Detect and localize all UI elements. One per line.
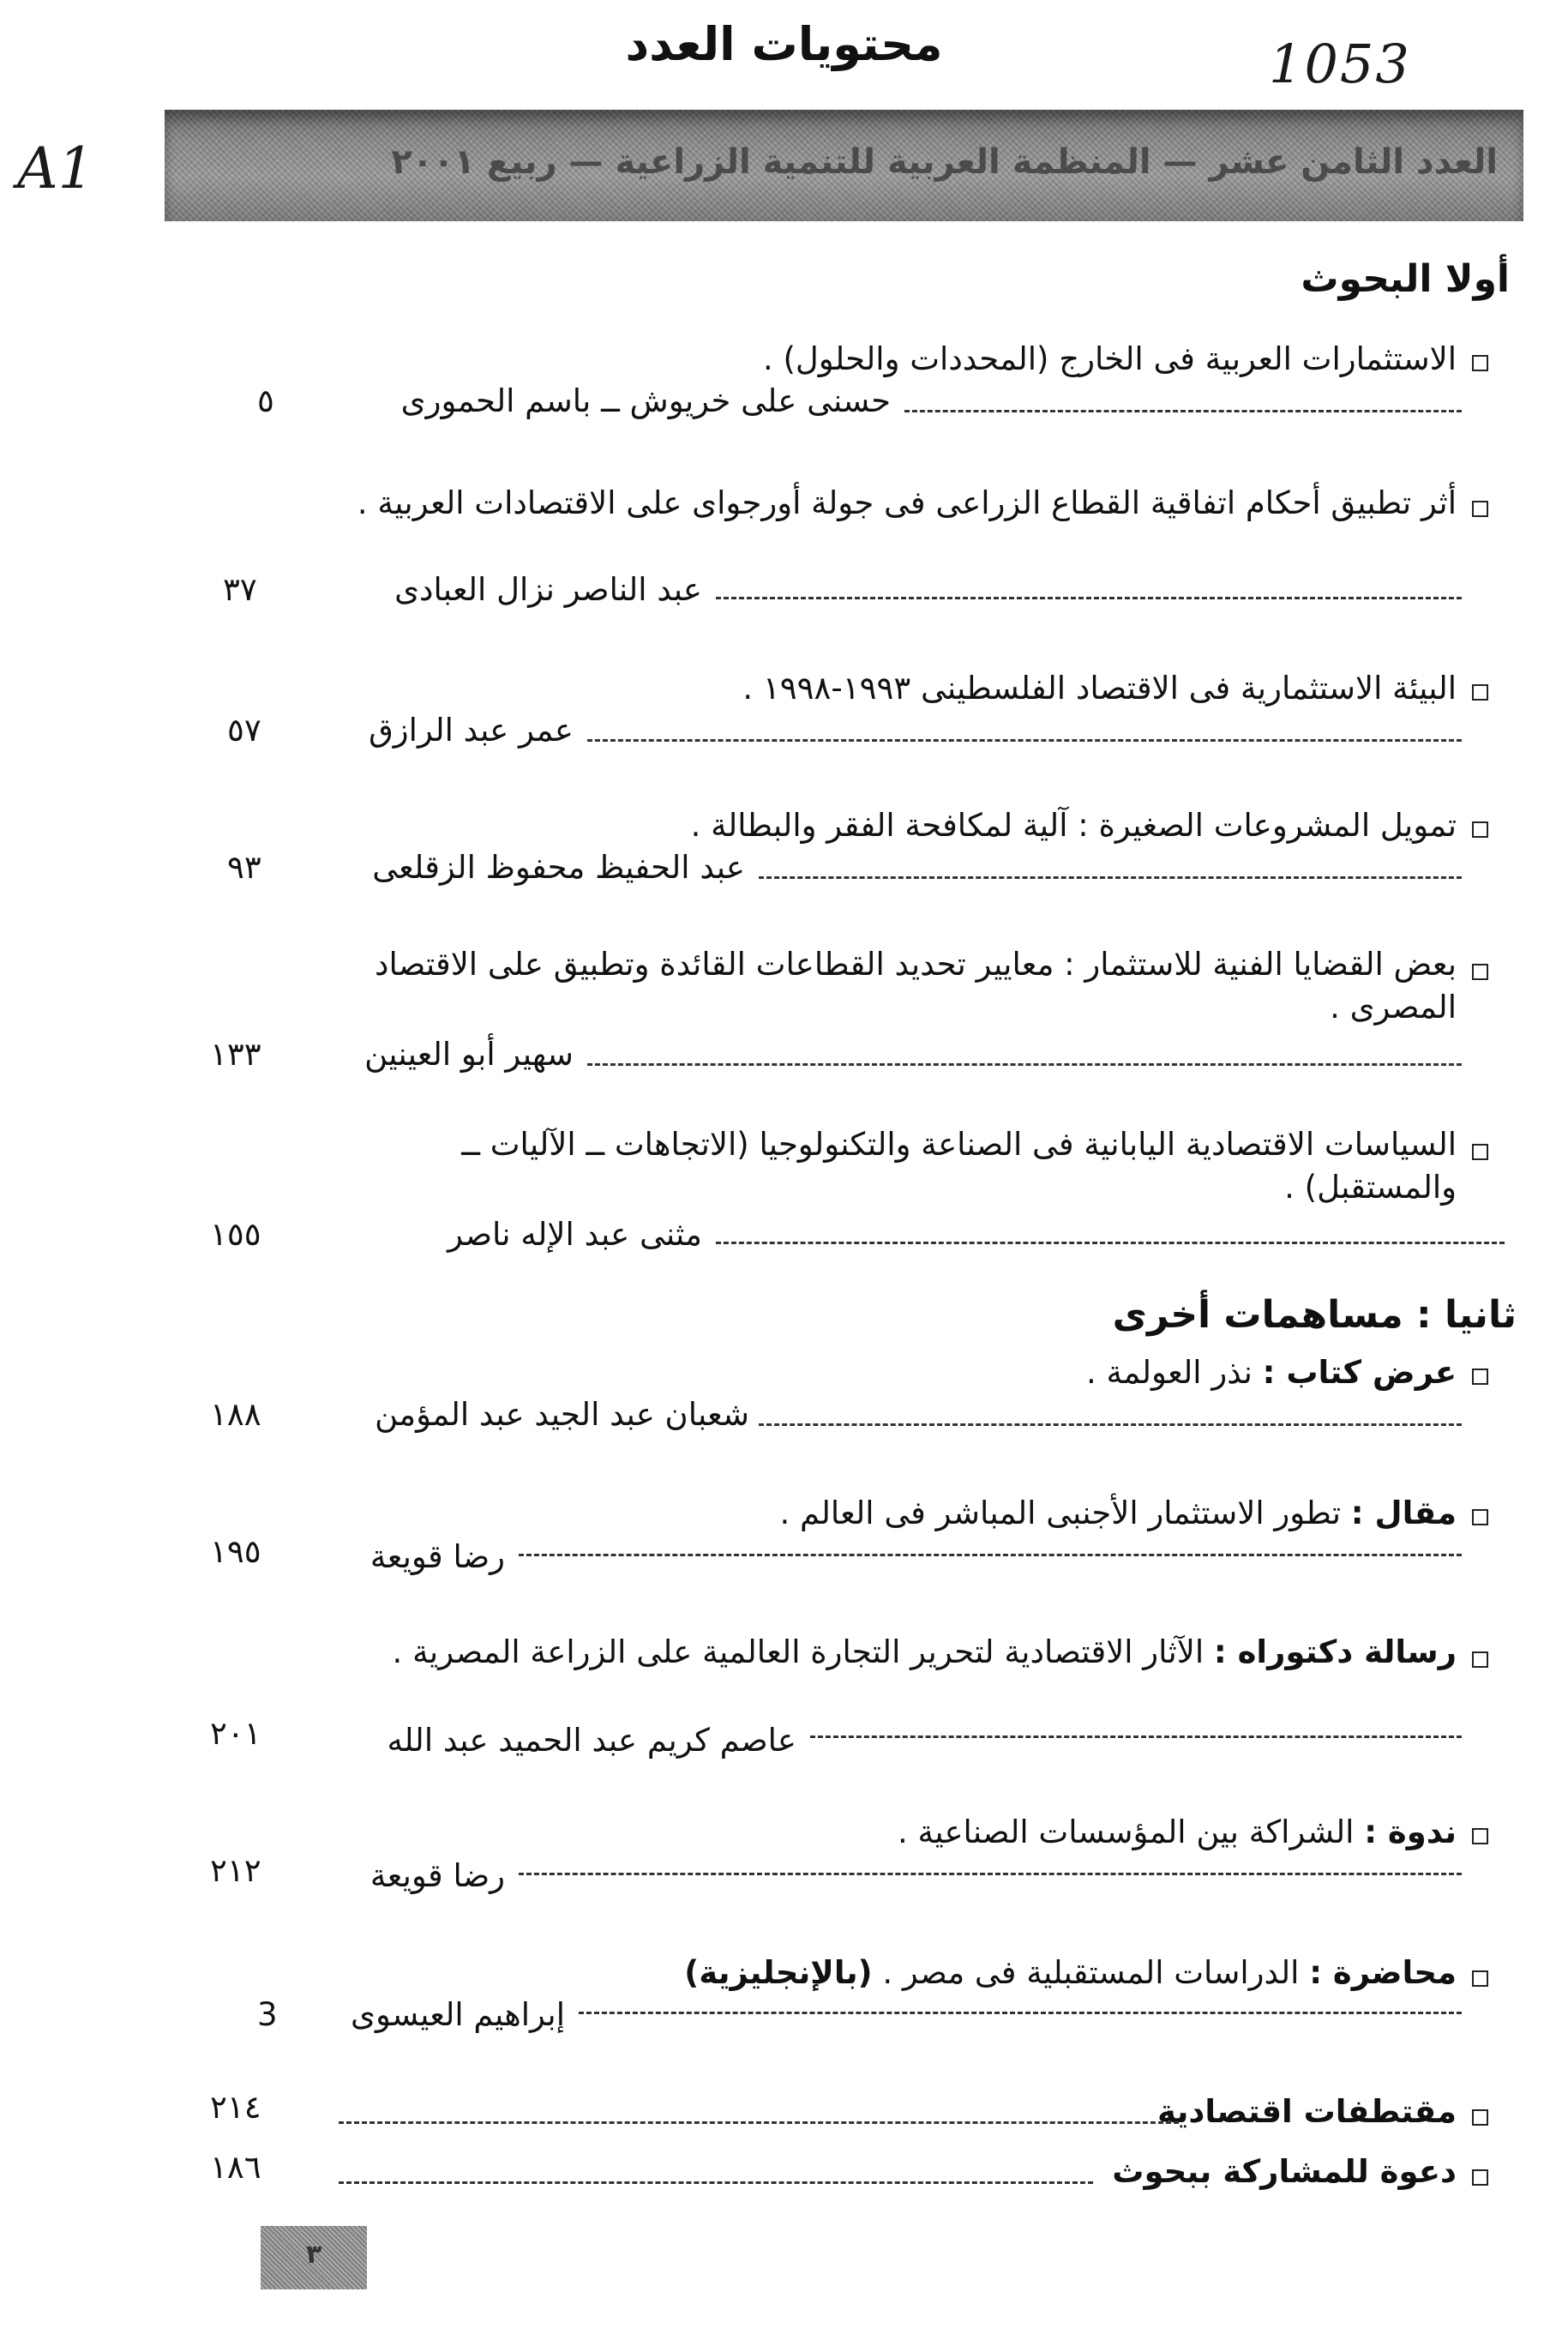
entry-title bbox=[342, 1351, 1457, 1394]
entry-text: نذر العولمة . bbox=[1086, 1354, 1253, 1391]
page-number: ١٩٥ bbox=[210, 1533, 261, 1570]
page-number: ١٨٦ bbox=[210, 2149, 261, 2186]
dotted-leader bbox=[904, 410, 1462, 412]
entry-text: تطور الاستثمار الأجنبى المباشر فى العالم . bbox=[779, 1495, 1342, 1531]
entry-author: عمر عبد الرازق bbox=[369, 712, 574, 749]
page-number: ٢١٤ bbox=[210, 2089, 261, 2126]
entry-label: محاضرة : bbox=[1309, 1954, 1457, 1991]
dotted-leader bbox=[579, 2012, 1462, 2014]
banner-text: العدد الثامن عشر — المنظمة العربية للتنمية الزراعية — ربيع ٢٠٠١ bbox=[391, 142, 1498, 182]
checkbox-icon bbox=[1472, 355, 1488, 371]
page-number: ٢٠١ bbox=[210, 1715, 261, 1752]
checkbox-icon bbox=[1472, 1970, 1488, 1987]
dotted-leader bbox=[519, 1554, 1462, 1556]
checkbox-icon bbox=[1472, 1509, 1488, 1525]
entry-title bbox=[342, 1631, 1457, 1674]
checkbox-icon bbox=[1472, 684, 1488, 701]
entry-author: رضا قويعة bbox=[369, 1857, 505, 1894]
dotted-leader bbox=[339, 2121, 1179, 2124]
handwritten-mark: A1 bbox=[17, 135, 94, 202]
checkbox-icon bbox=[1472, 1144, 1488, 1160]
dotted-leader bbox=[716, 1242, 1505, 1244]
dotted-leader bbox=[587, 739, 1462, 742]
entry-label: ندوة : bbox=[1364, 1814, 1457, 1850]
checkbox-icon bbox=[1472, 501, 1488, 517]
entry-title: السياسات الاقتصادية اليابانية فى الصناعة والتكنولوجيا (الاتجاهات ــ الآليات ــ والمستقبل) . bbox=[461, 1126, 1457, 1206]
entry-title: البيئة الاستثمارية فى الاقتصاد الفلسطينى ١٩٩٣-١٩٩٨ . bbox=[742, 670, 1457, 707]
dotted-leader bbox=[716, 597, 1462, 599]
entry-title: تمويل المشروعات الصغيرة : آلية لمكافحة الفقر والبطالة . bbox=[690, 807, 1457, 844]
entry-language-note: (بالإنجليزية) bbox=[684, 1954, 873, 1991]
entry-title bbox=[342, 1492, 1457, 1535]
entry-author: عبد الناصر نزال العبادى bbox=[394, 571, 702, 608]
entry-author: عبد الحفيظ محفوظ الزقلعى bbox=[372, 849, 745, 886]
page-number: ٥٧ bbox=[227, 712, 261, 749]
entry-author: رضا قويعة bbox=[369, 1538, 505, 1575]
entry-label: عرض كتاب : bbox=[1262, 1354, 1457, 1391]
entry-text: الشراكة بين المؤسسات الصناعية . bbox=[897, 1814, 1355, 1850]
dotted-leader bbox=[519, 1873, 1462, 1875]
entry-author: إبراهيم العيسوى bbox=[351, 1996, 565, 2033]
entry-label: دعوة للمشاركة ببحوث bbox=[1112, 2153, 1457, 2190]
dotted-leader bbox=[759, 1423, 1462, 1426]
entry-author: شعبان عبد الجيد عبد المؤمن bbox=[375, 1396, 749, 1433]
entry-author: سهير أبو العينين bbox=[364, 1036, 574, 1073]
page-number: ٥ bbox=[257, 382, 274, 419]
handwritten-code: 1053 bbox=[1269, 33, 1411, 95]
page-number: ٣٧ bbox=[223, 571, 257, 608]
section-heading-other: ثانيا : مساهمات أخرى bbox=[1112, 1293, 1517, 1337]
entry-author: مثنى عبد الإله ناصر bbox=[448, 1216, 702, 1253]
page-marker: ٣ bbox=[305, 2240, 322, 2270]
checkbox-icon bbox=[1472, 1651, 1488, 1668]
page-number: ٩٣ bbox=[227, 849, 261, 886]
dotted-leader bbox=[810, 1735, 1462, 1738]
entry-author: عاصم كريم عبد الحميد عبد الله bbox=[387, 1722, 796, 1759]
section-heading-research: أولا البحوث bbox=[1301, 257, 1510, 301]
page-number: ١٣٣ bbox=[210, 1036, 261, 1073]
dotted-leader bbox=[587, 1063, 1462, 1066]
page-number: 3 bbox=[257, 1996, 278, 2033]
entry-title bbox=[342, 2151, 1457, 2193]
entry-title: بعض القضايا الفنية للاستثمار : معايير تحديد القطاعات القائدة وتطبيق على الاقتصاد المصرى . bbox=[375, 946, 1457, 1026]
checkbox-icon bbox=[1472, 821, 1488, 838]
entry-title: أثر تطبيق أحكام اتفاقية القطاع الزراعى فى جولة أورجواى على الاقتصادات العربية . bbox=[357, 484, 1457, 521]
entry-title bbox=[342, 1811, 1457, 1854]
entry-text: الآثار الاقتصادية لتحرير التجارة العالمية على الزراعة المصرية . bbox=[392, 1633, 1205, 1670]
page-title: محتويات العدد bbox=[625, 17, 943, 71]
checkbox-icon bbox=[1472, 1828, 1488, 1844]
dotted-leader bbox=[759, 876, 1462, 879]
page-number: ١٥٥ bbox=[210, 1216, 261, 1253]
entry-label: مقال : bbox=[1350, 1495, 1457, 1531]
entry-title: الاستثمارات العربية فى الخارج (المحددات والحلول) . bbox=[762, 340, 1457, 377]
checkbox-icon bbox=[1472, 1369, 1488, 1385]
checkbox-icon bbox=[1472, 2169, 1488, 2186]
entry-label: رسالة دكتوراه : bbox=[1213, 1633, 1457, 1670]
entry-author: حسنى على خريوش ــ باسم الحمورى bbox=[400, 382, 891, 419]
entry-text: الدراسات المستقبلية فى مصر . bbox=[882, 1954, 1300, 1991]
dotted-leader bbox=[339, 2181, 1093, 2184]
page-number: ٢١٢ bbox=[210, 1852, 261, 1889]
entry-title bbox=[342, 1952, 1457, 1994]
checkbox-icon bbox=[1472, 964, 1488, 980]
page-number: ١٨٨ bbox=[210, 1396, 261, 1433]
entry-title bbox=[342, 2090, 1457, 2133]
checkbox-icon bbox=[1472, 2109, 1488, 2126]
issue-banner bbox=[165, 110, 1523, 221]
entry-label: مقتطفات اقتصادية bbox=[1157, 2093, 1457, 2130]
